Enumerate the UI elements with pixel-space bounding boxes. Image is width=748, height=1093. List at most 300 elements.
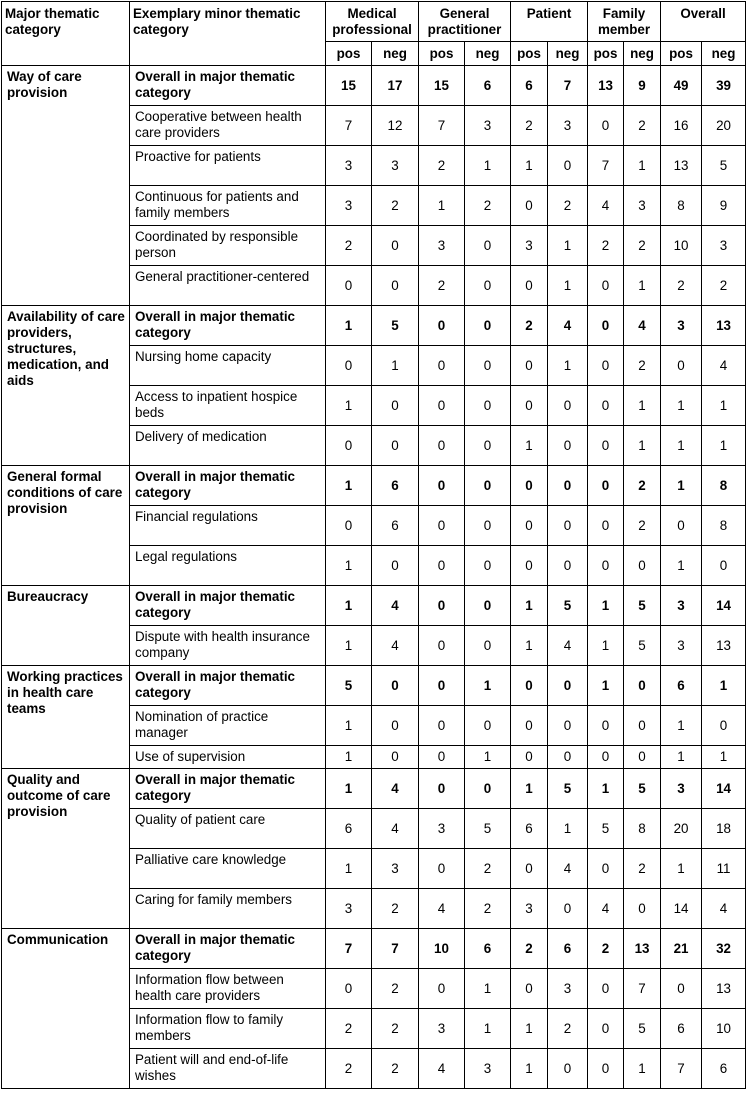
value-cell: 1	[624, 386, 661, 426]
value-cell: 1	[588, 666, 624, 706]
value-cell: 0	[419, 546, 465, 586]
header-group-general-practitioner: General practitioner	[419, 2, 511, 42]
value-cell: 4	[372, 809, 419, 849]
value-cell: 7	[326, 106, 372, 146]
value-cell: 0	[419, 386, 465, 426]
minor-category-cell: Information flow to family members	[130, 1009, 326, 1049]
value-cell: 0	[661, 506, 702, 546]
value-cell: 0	[419, 969, 465, 1009]
overall-label-cell: Overall in major thematic category	[130, 466, 326, 506]
value-cell: 1	[548, 346, 588, 386]
minor-category-cell: Caring for family members	[130, 889, 326, 929]
value-cell: 1	[326, 849, 372, 889]
value-cell: 0	[548, 466, 588, 506]
value-cell: 4	[588, 186, 624, 226]
value-cell: 13	[661, 146, 702, 186]
value-cell: 0	[372, 386, 419, 426]
header-pos: pos	[588, 42, 624, 66]
value-cell: 2	[372, 186, 419, 226]
table-row-overall	[2, 769, 746, 809]
value-cell: 6	[465, 66, 511, 106]
value-cell: 0	[372, 666, 419, 706]
value-cell: 8	[702, 506, 746, 546]
value-cell: 2	[548, 1009, 588, 1049]
value-cell: 0	[465, 626, 511, 666]
value-cell: 2	[588, 226, 624, 266]
value-cell: 2	[511, 929, 548, 969]
value-cell: 0	[624, 546, 661, 586]
value-cell: 1	[511, 586, 548, 626]
value-cell: 1	[624, 1049, 661, 1089]
value-cell: 3	[372, 146, 419, 186]
value-cell: 1	[661, 386, 702, 426]
value-cell: 0	[419, 466, 465, 506]
value-cell: 1	[588, 626, 624, 666]
value-cell: 0	[511, 666, 548, 706]
value-cell: 0	[372, 426, 419, 466]
value-cell: 14	[702, 586, 746, 626]
value-cell: 1	[624, 146, 661, 186]
value-cell: 1	[326, 386, 372, 426]
value-cell: 18	[702, 809, 746, 849]
value-cell: 0	[372, 546, 419, 586]
value-cell: 2	[372, 1049, 419, 1089]
value-cell: 8	[702, 466, 746, 506]
value-cell: 1	[548, 266, 588, 306]
value-cell: 0	[702, 546, 746, 586]
header-major-category: Major thematic category	[2, 2, 130, 66]
minor-category-cell: Delivery of medication	[130, 426, 326, 466]
value-cell: 1	[465, 146, 511, 186]
value-cell: 0	[588, 1009, 624, 1049]
value-cell: 3	[511, 226, 548, 266]
value-cell: 11	[702, 849, 746, 889]
value-cell: 0	[548, 666, 588, 706]
value-cell: 20	[702, 106, 746, 146]
value-cell: 0	[511, 746, 548, 769]
value-cell: 0	[588, 706, 624, 746]
value-cell: 0	[588, 266, 624, 306]
value-cell: 10	[661, 226, 702, 266]
value-cell: 0	[326, 426, 372, 466]
header-pos: pos	[661, 42, 702, 66]
value-cell: 3	[548, 106, 588, 146]
thematic-category-table	[1, 1, 746, 1089]
value-cell: 0	[465, 546, 511, 586]
table-row-overall	[2, 666, 746, 706]
value-cell: 1	[624, 266, 661, 306]
value-cell: 0	[548, 506, 588, 546]
value-cell: 3	[419, 1009, 465, 1049]
value-cell: 0	[419, 306, 465, 346]
value-cell: 0	[465, 506, 511, 546]
value-cell: 0	[511, 386, 548, 426]
value-cell: 3	[661, 769, 702, 809]
value-cell: 0	[588, 386, 624, 426]
value-cell: 0	[465, 226, 511, 266]
minor-category-cell: Nursing home capacity	[130, 346, 326, 386]
major-category-cell: General formal conditions of care provision	[2, 466, 130, 586]
value-cell: 7	[419, 106, 465, 146]
value-cell: 5	[326, 666, 372, 706]
value-cell: 6	[661, 1009, 702, 1049]
value-cell: 1	[326, 746, 372, 769]
header-neg: neg	[624, 42, 661, 66]
value-cell: 5	[372, 306, 419, 346]
value-cell: 0	[465, 769, 511, 809]
major-category-cell: Working practices in health care teams	[2, 666, 130, 769]
minor-category-cell: Proactive for patients	[130, 146, 326, 186]
overall-label-cell: Overall in major thematic category	[130, 666, 326, 706]
overall-label-cell: Overall in major thematic category	[130, 769, 326, 809]
value-cell: 2	[588, 929, 624, 969]
value-cell: 0	[624, 666, 661, 706]
value-cell: 2	[511, 306, 548, 346]
value-cell: 0	[465, 466, 511, 506]
value-cell: 8	[624, 809, 661, 849]
value-cell: 0	[548, 889, 588, 929]
value-cell: 0	[326, 506, 372, 546]
value-cell: 7	[588, 146, 624, 186]
minor-category-cell: Palliative care knowledge	[130, 849, 326, 889]
table-body	[2, 66, 746, 1089]
value-cell: 5	[624, 769, 661, 809]
value-cell: 2	[326, 226, 372, 266]
value-cell: 1	[661, 706, 702, 746]
value-cell: 1	[702, 426, 746, 466]
value-cell: 9	[702, 186, 746, 226]
value-cell: 0	[588, 306, 624, 346]
value-cell: 1	[511, 1049, 548, 1089]
value-cell: 0	[419, 626, 465, 666]
value-cell: 0	[588, 746, 624, 769]
value-cell: 14	[661, 889, 702, 929]
value-cell: 1	[465, 746, 511, 769]
value-cell: 4	[419, 1049, 465, 1089]
value-cell: 7	[548, 66, 588, 106]
value-cell: 0	[419, 666, 465, 706]
value-cell: 1	[326, 626, 372, 666]
value-cell: 3	[372, 849, 419, 889]
value-cell: 0	[511, 186, 548, 226]
header-pos: pos	[419, 42, 465, 66]
value-cell: 2	[419, 146, 465, 186]
value-cell: 1	[588, 769, 624, 809]
value-cell: 7	[624, 969, 661, 1009]
value-cell: 0	[588, 466, 624, 506]
value-cell: 13	[624, 929, 661, 969]
value-cell: 4	[548, 849, 588, 889]
value-cell: 15	[326, 66, 372, 106]
value-cell: 2	[372, 889, 419, 929]
value-cell: 1	[548, 809, 588, 849]
value-cell: 0	[548, 146, 588, 186]
value-cell: 1	[511, 146, 548, 186]
value-cell: 0	[419, 346, 465, 386]
value-cell: 10	[419, 929, 465, 969]
value-cell: 1	[661, 546, 702, 586]
value-cell: 3	[465, 106, 511, 146]
value-cell: 6	[465, 929, 511, 969]
value-cell: 0	[588, 346, 624, 386]
value-cell: 15	[419, 66, 465, 106]
value-cell: 4	[372, 586, 419, 626]
value-cell: 3	[511, 889, 548, 929]
value-cell: 0	[419, 506, 465, 546]
value-cell: 2	[624, 226, 661, 266]
value-cell: 17	[372, 66, 419, 106]
minor-category-cell: Nomination of practice manager	[130, 706, 326, 746]
major-category-cell: Communication	[2, 929, 130, 1089]
value-cell: 3	[548, 969, 588, 1009]
value-cell: 13	[588, 66, 624, 106]
value-cell: 9	[624, 66, 661, 106]
minor-category-cell: Financial regulations	[130, 506, 326, 546]
value-cell: 4	[588, 889, 624, 929]
value-cell: 5	[548, 586, 588, 626]
value-cell: 5	[588, 809, 624, 849]
value-cell: 0	[548, 706, 588, 746]
minor-category-cell: Dispute with health insurance company	[130, 626, 326, 666]
value-cell: 20	[661, 809, 702, 849]
header-pos: pos	[511, 42, 548, 66]
value-cell: 13	[702, 626, 746, 666]
value-cell: 0	[588, 849, 624, 889]
minor-category-cell: Patient will and end-of-life wishes	[130, 1049, 326, 1089]
value-cell: 0	[624, 706, 661, 746]
value-cell: 1	[465, 1009, 511, 1049]
value-cell: 1	[372, 346, 419, 386]
value-cell: 2	[326, 1049, 372, 1089]
value-cell: 0	[548, 746, 588, 769]
value-cell: 0	[588, 969, 624, 1009]
major-category-cell: Availability of care providers, structures, medication, and aids	[2, 306, 130, 466]
value-cell: 0	[588, 1049, 624, 1089]
value-cell: 32	[702, 929, 746, 969]
value-cell: 0	[511, 546, 548, 586]
value-cell: 0	[661, 969, 702, 1009]
value-cell: 0	[465, 386, 511, 426]
overall-label-cell: Overall in major thematic category	[130, 306, 326, 346]
value-cell: 1	[702, 386, 746, 426]
table-row-overall	[2, 586, 746, 626]
value-cell: 4	[548, 626, 588, 666]
value-cell: 6	[702, 1049, 746, 1089]
value-cell: 0	[465, 586, 511, 626]
value-cell: 4	[702, 346, 746, 386]
value-cell: 3	[661, 626, 702, 666]
header-group-patient: Patient	[511, 2, 588, 42]
value-cell: 49	[661, 66, 702, 106]
value-cell: 7	[326, 929, 372, 969]
value-cell: 1	[511, 1009, 548, 1049]
value-cell: 0	[419, 586, 465, 626]
value-cell: 3	[465, 1049, 511, 1089]
value-cell: 2	[465, 186, 511, 226]
value-cell: 6	[372, 466, 419, 506]
value-cell: 2	[624, 346, 661, 386]
value-cell: 4	[419, 889, 465, 929]
value-cell: 0	[326, 346, 372, 386]
value-cell: 14	[702, 769, 746, 809]
value-cell: 10	[702, 1009, 746, 1049]
value-cell: 0	[372, 746, 419, 769]
value-cell: 5	[624, 1009, 661, 1049]
value-cell: 3	[624, 186, 661, 226]
value-cell: 0	[588, 506, 624, 546]
value-cell: 0	[548, 546, 588, 586]
value-cell: 1	[702, 746, 746, 769]
value-cell: 0	[326, 969, 372, 1009]
value-cell: 3	[661, 586, 702, 626]
value-cell: 16	[661, 106, 702, 146]
value-cell: 1	[326, 769, 372, 809]
value-cell: 1	[465, 969, 511, 1009]
value-cell: 2	[548, 186, 588, 226]
value-cell: 2	[419, 266, 465, 306]
value-cell: 2	[465, 849, 511, 889]
header-group-overall: Overall	[661, 2, 746, 42]
value-cell: 2	[624, 506, 661, 546]
major-category-cell: Bureaucracy	[2, 586, 130, 666]
header-neg: neg	[372, 42, 419, 66]
value-cell: 3	[326, 186, 372, 226]
value-cell: 0	[511, 969, 548, 1009]
value-cell: 0	[511, 706, 548, 746]
value-cell: 0	[465, 346, 511, 386]
minor-category-cell: Quality of patient care	[130, 809, 326, 849]
value-cell: 2	[624, 849, 661, 889]
header-neg: neg	[548, 42, 588, 66]
value-cell: 0	[511, 506, 548, 546]
value-cell: 0	[465, 306, 511, 346]
value-cell: 0	[326, 266, 372, 306]
minor-category-cell: Coordinated by responsible person	[130, 226, 326, 266]
minor-category-cell: Legal regulations	[130, 546, 326, 586]
value-cell: 8	[661, 186, 702, 226]
value-cell: 2	[326, 1009, 372, 1049]
value-cell: 6	[661, 666, 702, 706]
value-cell: 0	[465, 706, 511, 746]
value-cell: 0	[511, 466, 548, 506]
value-cell: 7	[661, 1049, 702, 1089]
value-cell: 5	[465, 809, 511, 849]
minor-category-cell: Information flow between health care providers	[130, 969, 326, 1009]
value-cell: 21	[661, 929, 702, 969]
value-cell: 4	[702, 889, 746, 929]
value-cell: 3	[326, 146, 372, 186]
value-cell: 1	[624, 426, 661, 466]
value-cell: 0	[419, 769, 465, 809]
value-cell: 5	[548, 769, 588, 809]
value-cell: 3	[661, 306, 702, 346]
overall-label-cell: Overall in major thematic category	[130, 929, 326, 969]
value-cell: 6	[511, 809, 548, 849]
value-cell: 1	[419, 186, 465, 226]
value-cell: 6	[548, 929, 588, 969]
value-cell: 0	[372, 266, 419, 306]
value-cell: 2	[372, 969, 419, 1009]
value-cell: 0	[465, 426, 511, 466]
value-cell: 1	[326, 706, 372, 746]
value-cell: 0	[548, 1049, 588, 1089]
header-group-family-member: Family member	[588, 2, 661, 42]
value-cell: 0	[511, 346, 548, 386]
value-cell: 2	[511, 106, 548, 146]
minor-category-cell: Continuous for patients and family members	[130, 186, 326, 226]
value-cell: 2	[465, 889, 511, 929]
major-category-cell: Quality and outcome of care provision	[2, 769, 130, 929]
value-cell: 0	[588, 546, 624, 586]
value-cell: 6	[372, 506, 419, 546]
value-cell: 13	[702, 969, 746, 1009]
value-cell: 13	[702, 306, 746, 346]
value-cell: 1	[511, 769, 548, 809]
major-category-cell: Way of care provision	[2, 66, 130, 306]
value-cell: 2	[624, 466, 661, 506]
value-cell: 1	[511, 626, 548, 666]
header-group-medical-professional: Medical professional	[326, 2, 419, 42]
table-header	[2, 2, 746, 66]
value-cell: 0	[661, 346, 702, 386]
value-cell: 0	[624, 746, 661, 769]
value-cell: 1	[661, 426, 702, 466]
value-cell: 1	[326, 466, 372, 506]
value-cell: 3	[326, 889, 372, 929]
value-cell: 2	[624, 106, 661, 146]
value-cell: 4	[624, 306, 661, 346]
value-cell: 1	[661, 746, 702, 769]
value-cell: 6	[511, 66, 548, 106]
value-cell: 1	[326, 306, 372, 346]
value-cell: 1	[548, 226, 588, 266]
value-cell: 2	[702, 266, 746, 306]
header-pos: pos	[326, 42, 372, 66]
value-cell: 2	[661, 266, 702, 306]
minor-category-cell: Access to inpatient hospice beds	[130, 386, 326, 426]
value-cell: 1	[326, 546, 372, 586]
value-cell: 1	[326, 586, 372, 626]
value-cell: 1	[661, 849, 702, 889]
table-row-overall	[2, 929, 746, 969]
value-cell: 0	[511, 266, 548, 306]
value-cell: 0	[588, 426, 624, 466]
value-cell: 0	[419, 746, 465, 769]
value-cell: 0	[548, 386, 588, 426]
value-cell: 3	[702, 226, 746, 266]
value-cell: 4	[548, 306, 588, 346]
value-cell: 6	[326, 809, 372, 849]
value-cell: 1	[465, 666, 511, 706]
value-cell: 0	[419, 706, 465, 746]
table-row-overall	[2, 66, 746, 106]
value-cell: 1	[702, 666, 746, 706]
minor-category-cell: Cooperative between health care providers	[130, 106, 326, 146]
value-cell: 1	[588, 586, 624, 626]
value-cell: 2	[372, 1009, 419, 1049]
value-cell: 7	[372, 929, 419, 969]
value-cell: 0	[702, 706, 746, 746]
header-minor-category: Exemplary minor thematic category	[130, 2, 326, 66]
overall-label-cell: Overall in major thematic category	[130, 66, 326, 106]
value-cell: 0	[419, 849, 465, 889]
value-cell: 1	[661, 466, 702, 506]
value-cell: 5	[624, 586, 661, 626]
value-cell: 0	[548, 426, 588, 466]
table-row-overall	[2, 466, 746, 506]
header-neg: neg	[465, 42, 511, 66]
value-cell: 0	[588, 106, 624, 146]
